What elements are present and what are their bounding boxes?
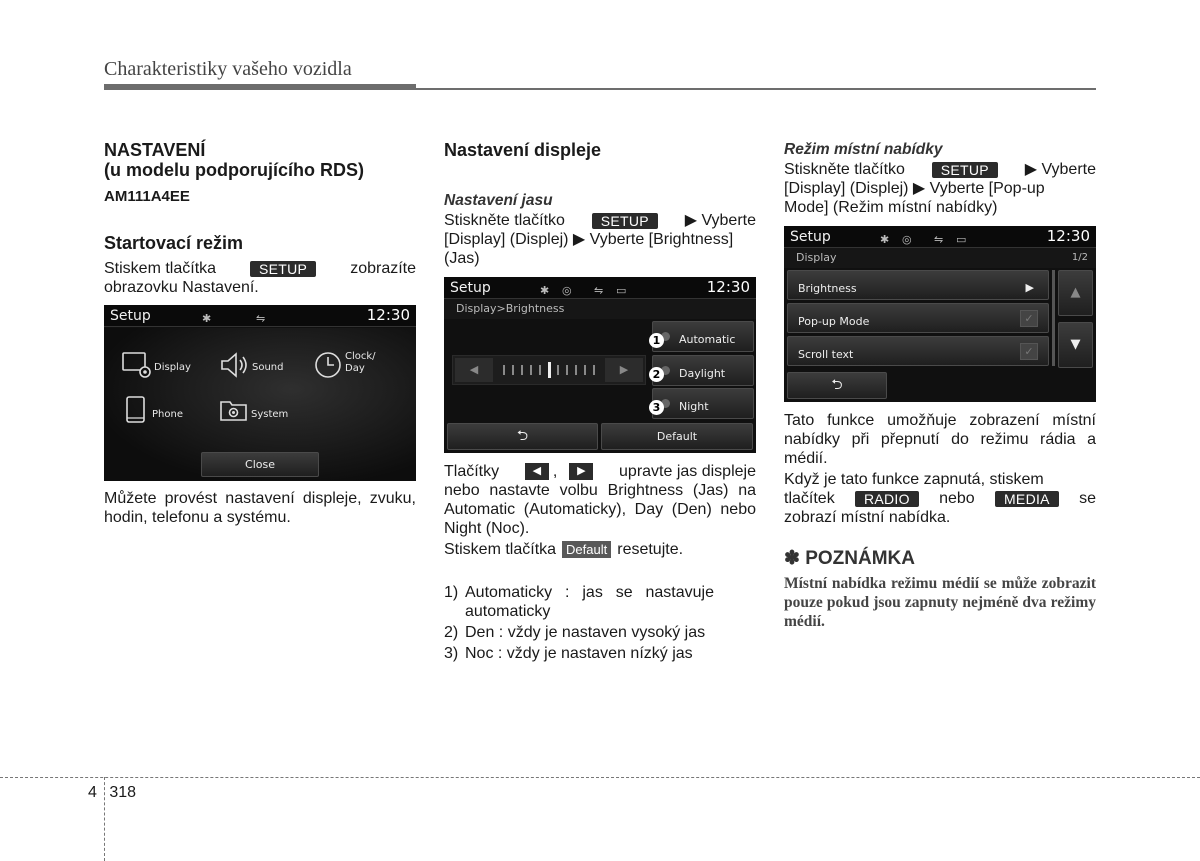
instruction-line-3: (Jas) xyxy=(444,250,480,267)
heading-nastaveni: NASTAVENÍ xyxy=(104,140,206,160)
page-number: 4 318 xyxy=(88,784,137,801)
heading-display-settings: Nastavení displeje xyxy=(444,140,602,160)
screen-clock: 12:30 xyxy=(1046,227,1090,245)
setup-item-phone[interactable]: Phone xyxy=(124,395,214,427)
list-item-continuation: automaticky xyxy=(465,603,551,620)
setup-button-tag: SETUP xyxy=(250,261,316,277)
usb-icon: ⇋ xyxy=(594,284,604,297)
display-settings-screen xyxy=(784,226,1096,402)
setup-item-display[interactable]: Display xyxy=(122,349,217,381)
setup-item-clock[interactable]: Clock/ Day xyxy=(313,349,408,383)
setup-button-tag: SETUP xyxy=(932,162,998,178)
default-button[interactable]: Default xyxy=(601,423,753,450)
clock-icon xyxy=(313,350,343,380)
callout-marker-3: 3 xyxy=(649,400,664,415)
speaker-icon xyxy=(219,351,251,379)
brightness-screen xyxy=(444,277,756,453)
back-arrow-icon: ⮌ xyxy=(516,428,529,444)
arrows-line: Tlačítky ◀ , ▶ upravte jas displeje xyxy=(444,463,756,480)
setup-home-screen xyxy=(104,305,416,481)
subheading-brightness: Nastavení jasu xyxy=(444,192,553,209)
screen-title: Setup xyxy=(450,280,491,296)
scrollbar[interactable] xyxy=(1052,270,1055,366)
scroll-up-button[interactable]: ▲ xyxy=(1058,270,1093,316)
usb-icon: ⇋ xyxy=(934,233,944,246)
phone-icon xyxy=(124,395,148,425)
bluetooth-icon: ✱ xyxy=(540,284,550,297)
list-item: 3) Noc : vždy je nastaven nízký jas xyxy=(444,645,693,662)
intro-line: Stiskem tlačítka SETUP zobrazíte xyxy=(104,260,416,277)
checkbox-icon[interactable]: ✓ xyxy=(1020,310,1038,327)
intro-line-2: obrazovku Nastavení. xyxy=(104,279,259,296)
usb-icon: ⇋ xyxy=(256,312,266,325)
page-indicator: 1/2 xyxy=(1071,252,1088,263)
list-item: 2) Den : vždy je nastaven vysoký jas xyxy=(444,624,706,641)
brightness-slider[interactable] xyxy=(452,355,646,385)
popup-instruction-line-1: Když je tato funkce zapnutá, stiskem xyxy=(784,471,1044,488)
page-header-title: Charakteristiky vašeho vozidla xyxy=(104,58,352,80)
popup-description: Tato funkce umožňuje zobrazení místní nabídky při přepnutí do režimu rádia a médií. xyxy=(784,412,1096,467)
disc-icon: ◎ xyxy=(902,233,912,246)
brightness-decrease-button[interactable]: ◀ xyxy=(455,358,493,382)
screen-clock: 12:30 xyxy=(366,306,410,324)
note-title: ✽ POZNÁMKA xyxy=(784,548,915,569)
section-label: Display xyxy=(796,251,837,264)
display-icon xyxy=(122,351,152,379)
disc-icon: ◎ xyxy=(562,284,572,297)
list-item: 1) Automaticky : jas se nastavuje xyxy=(444,584,714,601)
default-button-tag: Default xyxy=(562,541,611,558)
back-button[interactable] xyxy=(787,372,887,399)
callout-marker-2: 2 xyxy=(649,367,664,382)
instruction-line-2: [Display] (Displej) ▶ Vyberte [Pop-up xyxy=(784,180,1045,197)
instruction-line-3: Mode] (Režim místní nabídky) xyxy=(784,199,998,216)
bluetooth-icon: ✱ xyxy=(880,233,890,246)
back-arrow-icon: ⮌ xyxy=(831,377,843,393)
subheading-popup-mode: Režim místní nabídky xyxy=(784,141,943,158)
popup-instruction-line-2: tlačítek RADIO nebo MEDIA se xyxy=(784,490,1096,507)
row-popup-mode[interactable]: Pop-up Mode ✓ xyxy=(787,303,1049,333)
chevron-right-icon: ▶ xyxy=(1025,281,1034,294)
setup-item-system[interactable]: System xyxy=(219,395,314,427)
brightness-options-paragraph: nebo nastavte volbu Brightness (Jas) na Automatic (Automaticky), Day (Den) nebo Night (Noc). xyxy=(444,482,756,537)
outro-paragraph: Můžete provést nastavení displeje, zvuku, hodin, telefonu a systému. xyxy=(104,490,416,526)
close-button[interactable]: Close xyxy=(201,452,319,477)
left-arrow-tag-icon: ◀ xyxy=(525,463,549,480)
setup-button-tag: SETUP xyxy=(592,213,658,229)
system-folder-icon xyxy=(219,397,249,423)
scroll-down-button[interactable]: ▼ xyxy=(1058,322,1093,368)
brightness-increase-button[interactable]: ▶ xyxy=(605,358,643,382)
option-night[interactable]: Night xyxy=(652,388,754,419)
callout-marker-1: 1 xyxy=(649,333,664,348)
instruction-line-1: Stiskněte tlačítko SETUP ▶ Vyberte xyxy=(784,161,1096,178)
instruction-line-1: Stiskněte tlačítko SETUP ▶ Vyberte xyxy=(444,212,756,229)
slider-ticks xyxy=(503,365,599,375)
screen-title: Setup xyxy=(790,229,831,245)
right-arrow-tag-icon: ▶ xyxy=(569,463,593,480)
option-automatic[interactable]: Automatic xyxy=(652,321,754,352)
section-title-start-mode: Startovací režim xyxy=(104,233,244,253)
row-brightness[interactable]: Brightness ▶ xyxy=(787,270,1049,300)
slider-thumb[interactable] xyxy=(548,362,551,378)
media-button-tag: MEDIA xyxy=(995,491,1059,507)
heading-rds: (u modelu podporujícího RDS) xyxy=(104,160,364,180)
option-daylight[interactable]: Daylight xyxy=(652,355,754,386)
footer-divider xyxy=(0,777,1200,778)
instruction-line-2: [Display] (Displej) ▶ Vyberte [Brightness] xyxy=(444,231,734,248)
header-rule-thin xyxy=(416,88,1096,90)
setup-item-sound[interactable]: Sound xyxy=(219,349,304,381)
popup-instruction-line-3: zobrazí místní nabídka. xyxy=(784,509,951,526)
checkbox-icon[interactable]: ✓ xyxy=(1020,343,1038,360)
reset-line: Stiskem tlačítka Default resetujte. xyxy=(444,541,684,558)
battery-icon: ▭ xyxy=(956,233,967,246)
battery-icon: ▭ xyxy=(616,284,627,297)
header-rule xyxy=(104,84,416,90)
bluetooth-icon: ✱ xyxy=(202,312,212,325)
screen-clock: 12:30 xyxy=(706,278,750,296)
section-code: AM111A4EE xyxy=(104,188,190,205)
back-button[interactable] xyxy=(447,423,598,450)
radio-button-tag: RADIO xyxy=(855,491,919,507)
screen-title: Setup xyxy=(110,308,151,324)
note-text: Místní nabídka režimu médií se může zobrazit pouze pokud jsou zapnuty nejméně dva režimy médií. xyxy=(784,575,1096,630)
breadcrumb: Display>Brightness xyxy=(444,299,756,319)
row-scroll-text[interactable]: Scroll text ✓ xyxy=(787,336,1049,366)
mode-list xyxy=(444,583,756,663)
